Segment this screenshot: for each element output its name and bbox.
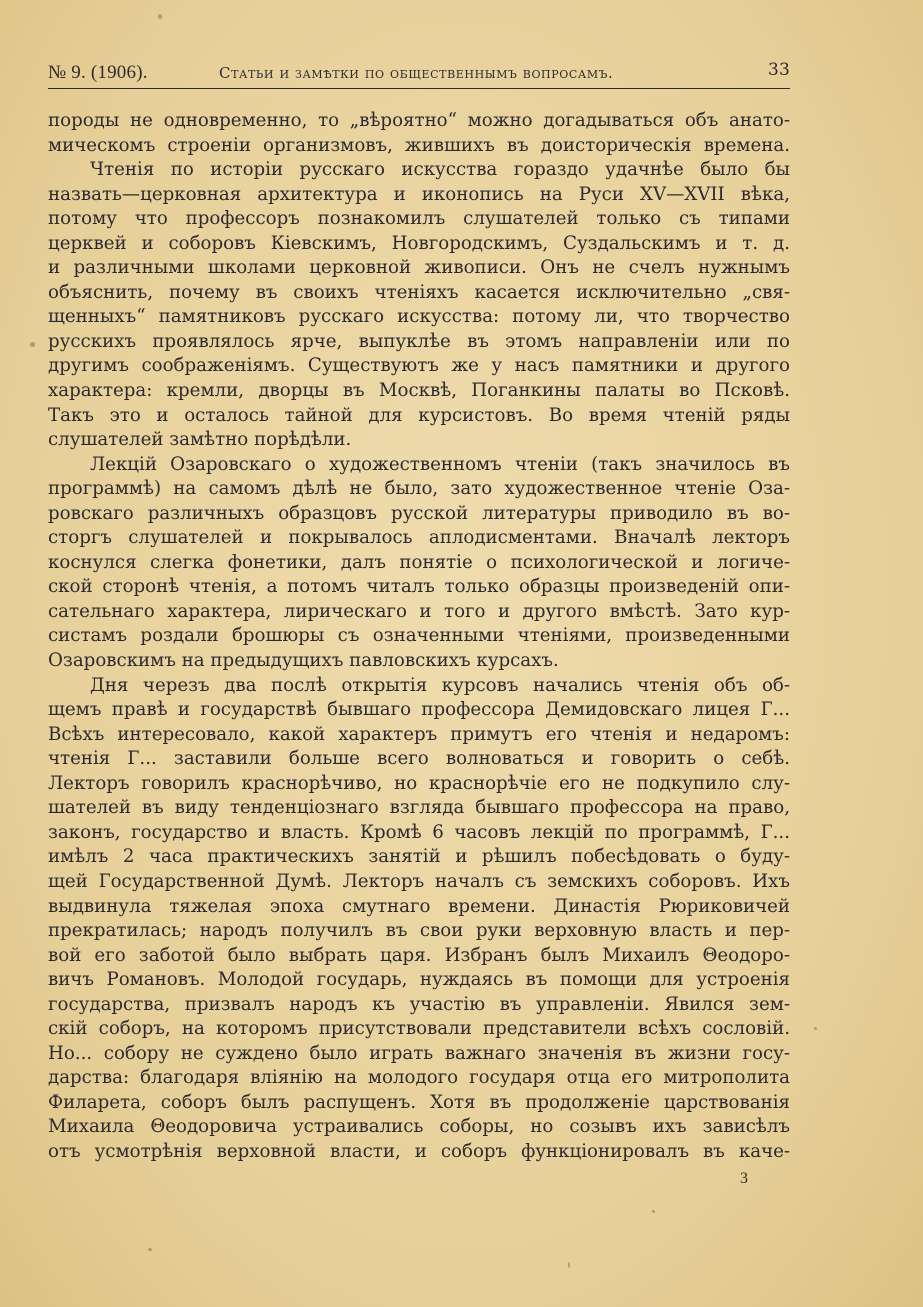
text-line: Но... собору не суждено было играть важнаго значенія въ жизни госу- bbox=[48, 1042, 790, 1064]
paper-speck bbox=[148, 1248, 152, 1251]
issue-number: № 9. (1906). bbox=[48, 62, 148, 83]
text-line: программѣ) на самомъ дѣлѣ не было, зато художественное чтеніе Оза- bbox=[48, 478, 790, 500]
header-rule bbox=[48, 88, 790, 89]
text-line: Лекторъ говорилъ краснорѣчиво, но краснорѣчіе его не подкупило слу- bbox=[48, 772, 790, 794]
text-line: выдвинула тяжелая эпоха смутнаго времени. Династія Рюриковичей bbox=[48, 895, 790, 917]
paper-speck bbox=[30, 342, 35, 347]
text-line: русскихъ проявлялось ярче, выпуклѣе въ этомъ направленіи или по bbox=[48, 330, 790, 352]
text-line: коснулся слегка фонетики, далъ понятіе о психологической и логиче- bbox=[48, 551, 790, 573]
text-line: Такъ это и осталось тайной для курсистовъ. Во время чтеній ряды bbox=[48, 404, 790, 426]
text-line: слушателей замѣтно порѣдѣли. bbox=[48, 429, 352, 451]
paper-speck bbox=[652, 1210, 655, 1213]
text-line: объяснить, почему въ своихъ чтеніяхъ касается исключительно „свя- bbox=[48, 281, 790, 303]
text-line: щенныхъ“ памятниковъ русскаго искусства: потому ли, что творчество bbox=[48, 306, 790, 328]
text-line: Филарета, соборъ былъ распущенъ. Хотя въ продолженіе царствованія bbox=[48, 1091, 790, 1113]
text-line: имѣлъ 2 часа практическихъ занятій и рѣшилъ побесѣдовать о буду- bbox=[48, 846, 790, 868]
text-line: шателей въ виду тенденціознаго взгляда бывшаго профессора на право, bbox=[48, 797, 790, 819]
text-line: ской сторонѣ чтенія, а потомъ читалъ только образцы произведеній опи- bbox=[48, 576, 790, 598]
text-line: ровскаго различныхъ образцовъ русской литературы приводило въ во- bbox=[48, 502, 790, 524]
text-line: отъ усмотрѣнія верховной власти, и соборъ функціонировалъ въ каче- bbox=[48, 1140, 790, 1162]
text-line: характера: кремли, дворцы въ Москвѣ, Поганкины палаты во Псковѣ. bbox=[48, 380, 790, 402]
text-line: законъ, государство и власть. Кромѣ 6 часовъ лекцій по программѣ, Г... bbox=[48, 821, 790, 843]
text-line: государства, призвалъ народъ къ участію въ управленіи. Явился зем- bbox=[48, 993, 790, 1015]
text-line: породы не одновременно, то „вѣроятно“ можно догадываться объ анато- bbox=[48, 110, 790, 131]
text-line: Дня черезъ два послѣ открытія курсовъ начались чтенія объ об- bbox=[90, 674, 790, 696]
paper-speck bbox=[158, 14, 162, 19]
text-line: Всѣхъ интересовало, какой характеръ примутъ его чтенія и недаромъ: bbox=[48, 723, 790, 745]
text-line: потому что профессоръ познакомилъ слушателей только съ типами bbox=[48, 208, 790, 230]
running-title: Статьи и замѣтки по общественнымъ вопросамъ. bbox=[219, 64, 614, 82]
body-text bbox=[48, 109, 790, 1165]
text-line: прекратилась; народъ получилъ въ свои руки верховную власть и пер- bbox=[48, 920, 790, 942]
text-line: щей Государственной Думѣ. Лекторъ началъ съ земскихъ соборовъ. Ихъ bbox=[48, 870, 790, 892]
text-line: мическомъ строеніи организмовъ, жившихъ въ доисторическія времена. bbox=[48, 134, 790, 156]
text-line: назвать—церковная архитектура и иконопись на Руси XV—XVII вѣка, bbox=[48, 183, 790, 205]
text-line: систамъ роздали брошюры съ означенными чтеніями, произведенными bbox=[48, 625, 790, 647]
paper-speck bbox=[568, 1262, 570, 1268]
text-line: сторгъ слушателей и покрывалось аплодисментами. Вначалѣ лекторъ bbox=[48, 527, 790, 549]
text-line: и различными школами церковной живописи. Онъ не счелъ нужнымъ bbox=[48, 257, 790, 279]
text-line: сательнаго характера, лирическаго и того и другого вмѣстѣ. Зато кур- bbox=[48, 600, 790, 622]
paper-speck bbox=[814, 1027, 817, 1030]
running-header bbox=[48, 58, 790, 88]
text-line: вой его заботой было выбрать царя. Избранъ былъ Михаилъ Θеодоро- bbox=[48, 944, 790, 966]
text-line: чтенія Г... заставили больше всего волноваться и говорить о себѣ. bbox=[48, 748, 790, 770]
text-line: скій соборъ, на которомъ присутствовали представители всѣхъ сословій. bbox=[48, 1018, 790, 1040]
text-line: Лекцій Озаровскаго о художественномъ чтеніи (такъ значилось въ bbox=[90, 453, 790, 475]
text-line: Чтенія по исторіи русскаго искусства гораздо удачнѣе было бы bbox=[90, 159, 790, 181]
text-line: церквей и соборовъ Кіевскимъ, Новгородскимъ, Суздальскимъ и т. д. bbox=[48, 232, 790, 254]
text-line: Озаровскимъ на предыдущихъ павловскихъ курсахъ. bbox=[48, 650, 559, 672]
text-line: вичъ Романовъ. Молодой государь, нуждаясь въ помощи для устроенія bbox=[48, 969, 790, 991]
page-number: 33 bbox=[767, 60, 790, 80]
signature-mark: 3 bbox=[740, 1170, 748, 1187]
text-line: щемъ правѣ и государствѣ бывшаго профессора Демидовскаго лицея Г... bbox=[48, 699, 790, 721]
text-line: Михаила Θеодоровича устраивались соборы, но созывъ ихъ зависѣлъ bbox=[48, 1116, 790, 1138]
text-line: дарства: благодаря вліянію на молодого государя отца его митрополита bbox=[48, 1067, 790, 1089]
text-line: другимъ соображеніямъ. Существуютъ же у насъ памятники и другого bbox=[48, 355, 790, 377]
